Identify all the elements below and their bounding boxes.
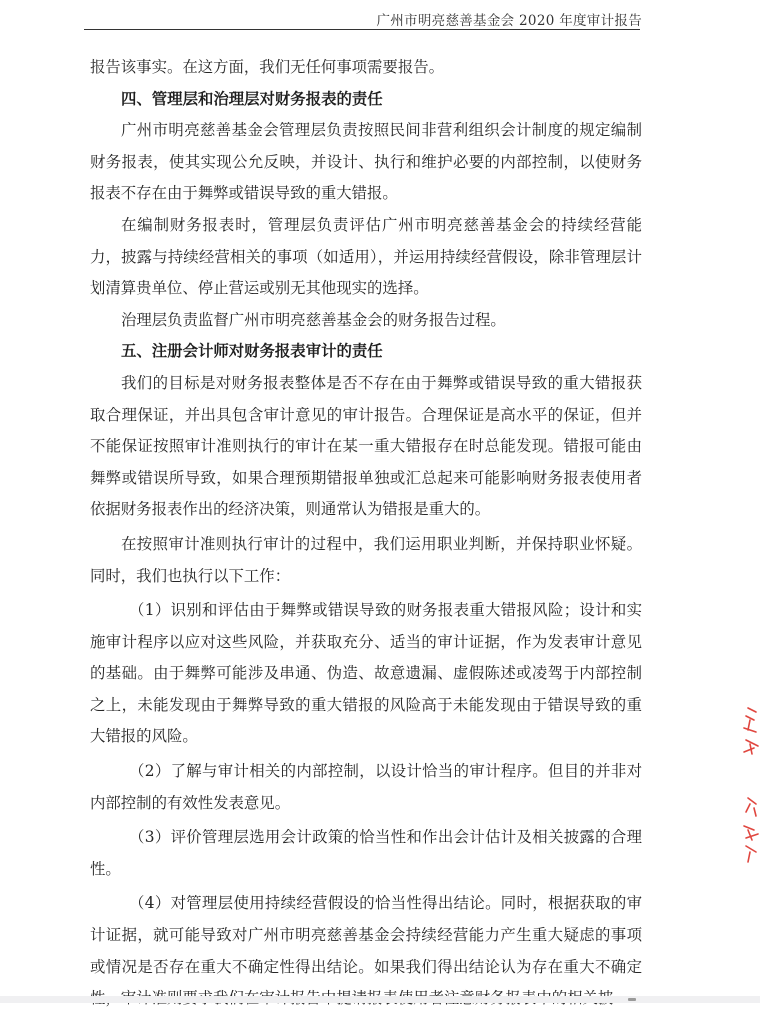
- seal-stamp-fragment: [738, 700, 760, 890]
- paragraph-going-concern: 在编制财务报表时，管理层负责评估广州市明亮慈善基金会的持续经营能力，披露与持续经营相关的事项（如适用），并运用持续经营假设，除非管理层计划清算贵单位、停止营运或别无其他现实的选择。: [90, 215, 642, 298]
- scan-bottom-edge: [0, 996, 760, 1003]
- list-item-2: （2）了解与审计相关的内部控制，以设计恰当的审计程序。但目的并非对内部控制的有效性发表意见。: [90, 762, 642, 812]
- paragraph-continuation: 报告该事实。在这方面，我们无任何事项需要报告。: [90, 58, 444, 76]
- header-divider: [84, 29, 640, 30]
- list-item-4: （4）对管理层使用持续经营假设的恰当性得出结论。同时，根据获取的审计证据，就可能导致对广州市明亮慈善基金会持续经营能力产生重大疑虑的事项或情况是否存在重大不确定性得出结论。如果我们得出结论认为存在重大不确定: [90, 894, 642, 976]
- paragraph-audit-objective: 我们的目标是对财务报表整体是否不存在由于舞弊或错误导致的重大错报获取合理保证，并出具包含审计意见的审计报告。合理保证是高水平的保证，但并不能保证按照审计准则执行的审计在某一重大错报存在时总能发现。错报可能由舞弊或错误所导致，如果合理预期错报单独或汇总起来可能影响财务报表使用者依据财务报表作出的经济决策，则通常认为错报是重大的。: [90, 373, 642, 519]
- list-item-3: （3）评价管理层选用会计政策的恰当性和作出会计估计及相关披露的合理性。: [90, 828, 642, 878]
- list-item-1: （1）识别和评估由于舞弊或错误导致的财务报表重大错报风险；设计和实施审计程序以应对这些风险，并获取充分、适当的审计证据，作为发表审计意见的基础。由于舞弊可能涉及串通、伪造、故意遗漏、虚假陈述或凌驾于内部控制之上，未能发现由于舞弊导致的重大错报的风险高于未能发现由于错误导致的重大错报的风险。: [90, 601, 642, 746]
- paragraph-professional-judgment: 在按照审计准则执行审计的过程中，我们运用职业判断，并保持职业怀疑。同时，我们也执行以下工作：: [90, 534, 642, 585]
- report-body: [90, 52, 642, 1015]
- page-number-mark: [628, 998, 636, 1001]
- section-heading-5: 五、注册会计师对财务报表审计的责任: [121, 342, 383, 361]
- section-heading-4: 四、管理层和治理层对财务报表的责任: [121, 89, 383, 108]
- report-header-title: 广州市明亮慈善基金会 2020 年度审计报告: [376, 13, 642, 29]
- paragraph-management-responsibility: 广州市明亮慈善基金会管理层负责按照民间非营利组织会计制度的规定编制财务报表，使其实现公允反映，并设计、执行和维护必要的内部控制，以使财务报表不存在由于舞弊或错误导致的重大错报。: [90, 121, 642, 203]
- paragraph-governance: 治理层负责监督广州市明亮慈善基金会的财务报告过程。: [121, 310, 506, 329]
